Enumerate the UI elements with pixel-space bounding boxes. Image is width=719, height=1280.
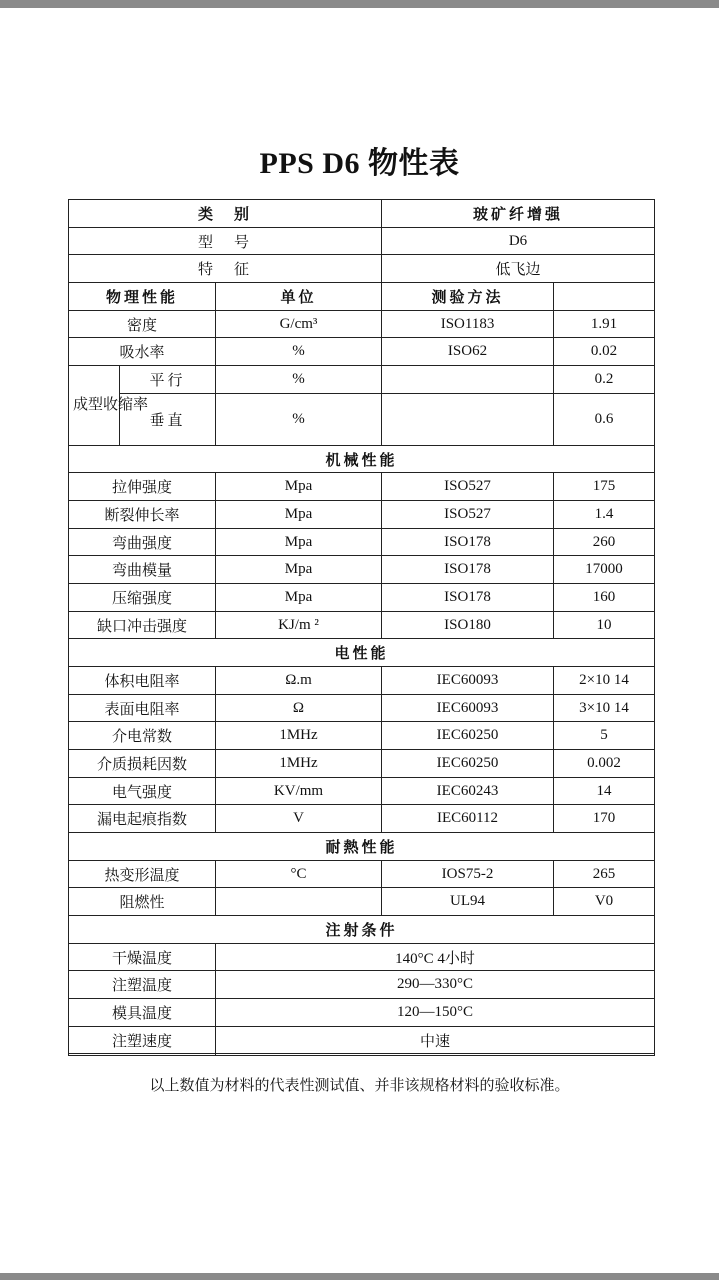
condition-name: 注塑温度 — [69, 971, 216, 999]
unit-column-header: 单位 — [216, 283, 382, 311]
model-row — [69, 227, 655, 255]
property-name: 漏电起痕指数 — [69, 805, 216, 833]
property-method: IEC60093 — [382, 667, 554, 695]
property-unit: % — [216, 338, 382, 366]
empty-row — [69, 1054, 655, 1056]
table-row — [69, 943, 655, 971]
table-row — [69, 366, 655, 394]
empty-cell — [69, 1054, 216, 1056]
table-row — [69, 556, 655, 584]
property-value: 175 — [554, 473, 655, 501]
property-unit: KV/mm — [216, 777, 382, 805]
property-method: IEC60093 — [382, 694, 554, 722]
section-row — [69, 916, 655, 944]
property-name: 热变形温度 — [69, 860, 216, 888]
property-name: 弯曲模量 — [69, 556, 216, 584]
mechanical-section-title: 机械性能 — [69, 445, 655, 473]
property-value: 3×10 14 — [554, 694, 655, 722]
model-value: D6 — [382, 227, 655, 255]
property-value: 0.6 — [554, 393, 655, 445]
value-column-header — [554, 283, 655, 311]
property-name: 吸水率 — [69, 338, 216, 366]
table-row — [69, 667, 655, 695]
property-name: 平行 — [120, 366, 216, 394]
property-unit: °C — [216, 860, 382, 888]
property-value: 160 — [554, 584, 655, 612]
table-row — [69, 528, 655, 556]
category-label: 类 别 — [69, 200, 382, 228]
property-method — [382, 393, 554, 445]
method-column-header: 测验方法 — [382, 283, 554, 311]
page-title: PPS D6 物性表 — [259, 147, 460, 180]
property-name: 表面电阻率 — [69, 694, 216, 722]
property-unit: Mpa — [216, 473, 382, 501]
table-row — [69, 750, 655, 778]
property-name: 介质损耗因数 — [69, 750, 216, 778]
property-name: 电气强度 — [69, 777, 216, 805]
property-value: V0 — [554, 888, 655, 916]
property-value: 1.4 — [554, 501, 655, 529]
section-row — [69, 639, 655, 667]
thermal-section-title: 耐熱性能 — [69, 833, 655, 861]
table-row — [69, 338, 655, 366]
property-name: 缺口冲击强度 — [69, 611, 216, 639]
table-row — [69, 1026, 655, 1054]
property-value: 265 — [554, 860, 655, 888]
property-value: 0.2 — [554, 366, 655, 394]
footnote: 以上数值为材料的代表性测试值、并非该规格材料的验收标准。 — [149, 1076, 570, 1094]
property-method: IEC60243 — [382, 777, 554, 805]
properties-table — [68, 199, 655, 1056]
category-row — [69, 200, 655, 228]
property-unit: Mpa — [216, 501, 382, 529]
property-method: IEC60250 — [382, 722, 554, 750]
property-unit: % — [216, 393, 382, 445]
property-name: 阻燃性 — [69, 888, 216, 916]
property-value: 14 — [554, 777, 655, 805]
property-method: ISO527 — [382, 501, 554, 529]
property-method: ISO178 — [382, 528, 554, 556]
electrical-section-title: 电性能 — [69, 639, 655, 667]
table-row — [69, 501, 655, 529]
property-unit: % — [216, 366, 382, 394]
property-name: 垂直 — [120, 393, 216, 445]
table-row — [69, 888, 655, 916]
physical-section-title: 物理性能 — [69, 283, 216, 311]
property-method — [382, 366, 554, 394]
property-unit: Mpa — [216, 584, 382, 612]
property-value: 17000 — [554, 556, 655, 584]
section-row — [69, 445, 655, 473]
feature-value: 低飞边 — [382, 255, 655, 283]
injection-section-title: 注射条件 — [69, 916, 655, 944]
condition-value: 120—150°C — [216, 999, 655, 1027]
table-row — [69, 971, 655, 999]
property-value: 0.002 — [554, 750, 655, 778]
property-name: 体积电阻率 — [69, 667, 216, 695]
bottom-frame-bar — [0, 1273, 719, 1280]
property-method: ISO178 — [382, 584, 554, 612]
top-frame-bar — [0, 0, 719, 8]
empty-cell — [216, 1054, 655, 1056]
physical-header-row — [69, 283, 655, 311]
table-row — [69, 584, 655, 612]
property-unit: 1MHz — [216, 750, 382, 778]
property-method: ISO527 — [382, 473, 554, 501]
property-value: 170 — [554, 805, 655, 833]
property-unit — [216, 888, 382, 916]
section-row — [69, 833, 655, 861]
model-label: 型 号 — [69, 227, 382, 255]
table-row — [69, 694, 655, 722]
table-row — [69, 722, 655, 750]
property-name: 压缩强度 — [69, 584, 216, 612]
property-unit: 1MHz — [216, 722, 382, 750]
shrinkage-label: 成型收缩率 — [69, 366, 120, 446]
property-unit: G/cm³ — [216, 310, 382, 338]
property-unit: Ω — [216, 694, 382, 722]
condition-value: 290—330°C — [216, 971, 655, 999]
table-row — [69, 777, 655, 805]
property-method: IEC60112 — [382, 805, 554, 833]
property-value: 5 — [554, 722, 655, 750]
table-row — [69, 310, 655, 338]
property-value: 1.91 — [554, 310, 655, 338]
category-value: 玻矿纤增强 — [382, 200, 655, 228]
property-method: IEC60250 — [382, 750, 554, 778]
feature-label: 特 征 — [69, 255, 382, 283]
property-unit: Ω.m — [216, 667, 382, 695]
property-name: 弯曲强度 — [69, 528, 216, 556]
property-name: 密度 — [69, 310, 216, 338]
property-method: ISO62 — [382, 338, 554, 366]
property-method: ISO1183 — [382, 310, 554, 338]
table-row — [69, 999, 655, 1027]
property-unit: Mpa — [216, 556, 382, 584]
property-value: 10 — [554, 611, 655, 639]
property-name: 拉伸强度 — [69, 473, 216, 501]
table-row — [69, 611, 655, 639]
property-method: UL94 — [382, 888, 554, 916]
property-method: IOS75-2 — [382, 860, 554, 888]
condition-name: 干燥温度 — [69, 943, 216, 971]
table-row — [69, 805, 655, 833]
property-name: 介电常数 — [69, 722, 216, 750]
table-row — [69, 393, 655, 445]
condition-value: 140°C 4小时 — [216, 943, 655, 971]
property-unit: KJ/m ² — [216, 611, 382, 639]
property-name: 断裂伸长率 — [69, 501, 216, 529]
feature-row — [69, 255, 655, 283]
property-unit: V — [216, 805, 382, 833]
table-row — [69, 860, 655, 888]
condition-value: 中速 — [216, 1026, 655, 1054]
property-value: 2×10 14 — [554, 667, 655, 695]
table-row — [69, 473, 655, 501]
property-method: ISO178 — [382, 556, 554, 584]
condition-name: 注塑速度 — [69, 1026, 216, 1054]
property-unit: Mpa — [216, 528, 382, 556]
condition-name: 模具温度 — [69, 999, 216, 1027]
property-value: 260 — [554, 528, 655, 556]
property-value: 0.02 — [554, 338, 655, 366]
property-method: ISO180 — [382, 611, 554, 639]
